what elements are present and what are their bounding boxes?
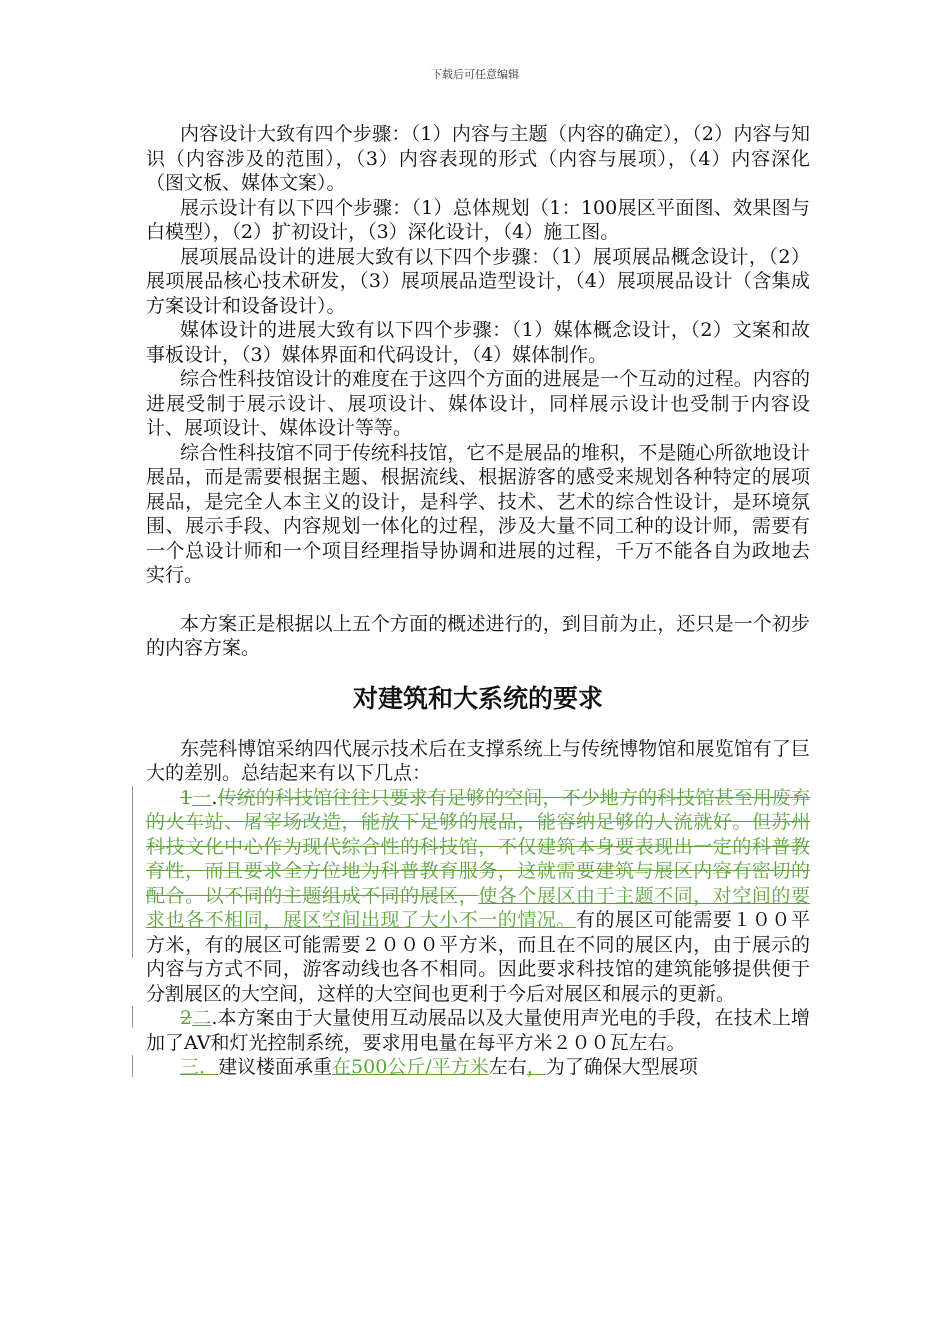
- inserted-number: 三．: [180, 1056, 219, 1078]
- deleted-text: 传统的科技馆往往只要求有足够的空间，不少地方的科技馆甚至用废弃的火车站、屠宰场改造，能放下足够的展品，能容纳足够的人流就好。但苏州科技文化中心作为现代综合性的科技馆，不仅建筑本身要表现出一定的科普教育性，而且要求全方位地为科普教育服务，这就需要建筑与展区内容有密切的配合。以不同的主题组成不同的展区，: [146, 786, 810, 907]
- inserted-number: 二: [192, 1007, 212, 1029]
- deleted-number: 2: [180, 1007, 193, 1029]
- blank-line: [146, 588, 810, 612]
- number-separator: .: [211, 786, 218, 809]
- list-item-3: [146, 1055, 810, 1080]
- list-item-1: [146, 786, 810, 1007]
- paragraph-content-design: 内容设计大致有四个步骤：（1）内容与主题（内容的确定），（2）内容与知识（内容涉及的范围），（3）内容表现的形式（内容与展项），（4）内容深化（图文板、媒体文案）。: [146, 123, 810, 194]
- paragraph-summary: 本方案正是根据以上五个方面的概述进行的，到目前为止，还只是一个初步的内容方案。: [146, 612, 810, 659]
- item-3-text: 为了确保大型展项: [545, 1056, 698, 1078]
- inserted-comma: ，: [526, 1056, 546, 1078]
- page-header: 下载后可任意编辑: [431, 68, 519, 81]
- inserted-number: 一: [192, 786, 212, 809]
- section-intro: 东莞科博馆采纳四代展示技术后在支撑系统上与传统博物馆和展览馆有了巨大的差别。总结起来有以下几点：: [146, 737, 810, 784]
- paragraph-difficulty: 综合性科技馆设计的难度在于这四个方面的进展是一个互动的过程。内容的进展受制于展示设计、展项设计、媒体设计，同样展示设计也受制于内容设计、展项设计、媒体设计等等。: [146, 368, 810, 439]
- inserted-text: 在500公斤/平方米: [332, 1056, 489, 1078]
- item-1-text: 有的展区可能需要１００平方米，有的展区可能需要２０００平方米，而且在不同的展区内，由于展示的内容与方式不同，游客动线也各不相同。因此要求科技馆的建筑能够提供便于分割展区的大空间，这样的大空间也更利于今后对展区和展示的更新。: [146, 909, 810, 1005]
- change-bar: [132, 1006, 133, 1028]
- paragraph-display-design: 展示设计有以下四个步骤：（1）总体规划（1：100展区平面图、效果图与白模型），（2）扩初设计，（3）深化设计，（4）施工图。: [146, 196, 810, 243]
- change-bar: [132, 1055, 133, 1077]
- paragraph-exhibit-design: 展项展品设计的进展大致有以下四个步骤：（1）展项展品概念设计，（2）展项展品核心技术研发，（3）展项展品造型设计，（4）展项展品设计（含集成方案设计和设备设计）。: [146, 245, 810, 317]
- paragraph-comprehensive: 综合性科技馆不同于传统科技馆，它不是展品的堆积，不是随心所欲地设计展品，而是需要根据主题、根据流线、根据游客的感受来规划各种特定的展项展品，是完全人本主义的设计，是科学、技术、艺术的综合性设计，是环境氛围、展示手段、内容规划一体化的过程，涉及大量不同工种的设计师，需要有一个总设计师和一个项目经理指导协调和进展的过程，千万不能各自为政地去实行。: [146, 441, 810, 586]
- paragraph-media-design: 媒体设计的进展大致有以下四个步骤：（1）媒体概念设计，（2）文案和故事板设计，（3）媒体界面和代码设计，（4）媒体制作。: [146, 319, 810, 366]
- inserted-text: 使各个展区由于主题不同，对空间的要求也各不相同，展区空间出现了大小不一的情况。: [146, 884, 810, 931]
- document-body: [146, 122, 810, 1080]
- item-3-text: 建议楼面承重: [218, 1056, 333, 1078]
- item-2-text: .本方案由于大量使用互动展品以及大量使用声光电的手段，在技术上增加了AV和灯光控制系统，要求用电量在每平方米２００瓦左右。: [146, 1007, 810, 1054]
- section-title: 对建筑和大系统的要求: [352, 683, 603, 713]
- deleted-number: 1: [180, 786, 193, 809]
- change-bar: [132, 786, 133, 958]
- list-item-2: [146, 1006, 810, 1055]
- item-3-text: 左右: [488, 1056, 527, 1078]
